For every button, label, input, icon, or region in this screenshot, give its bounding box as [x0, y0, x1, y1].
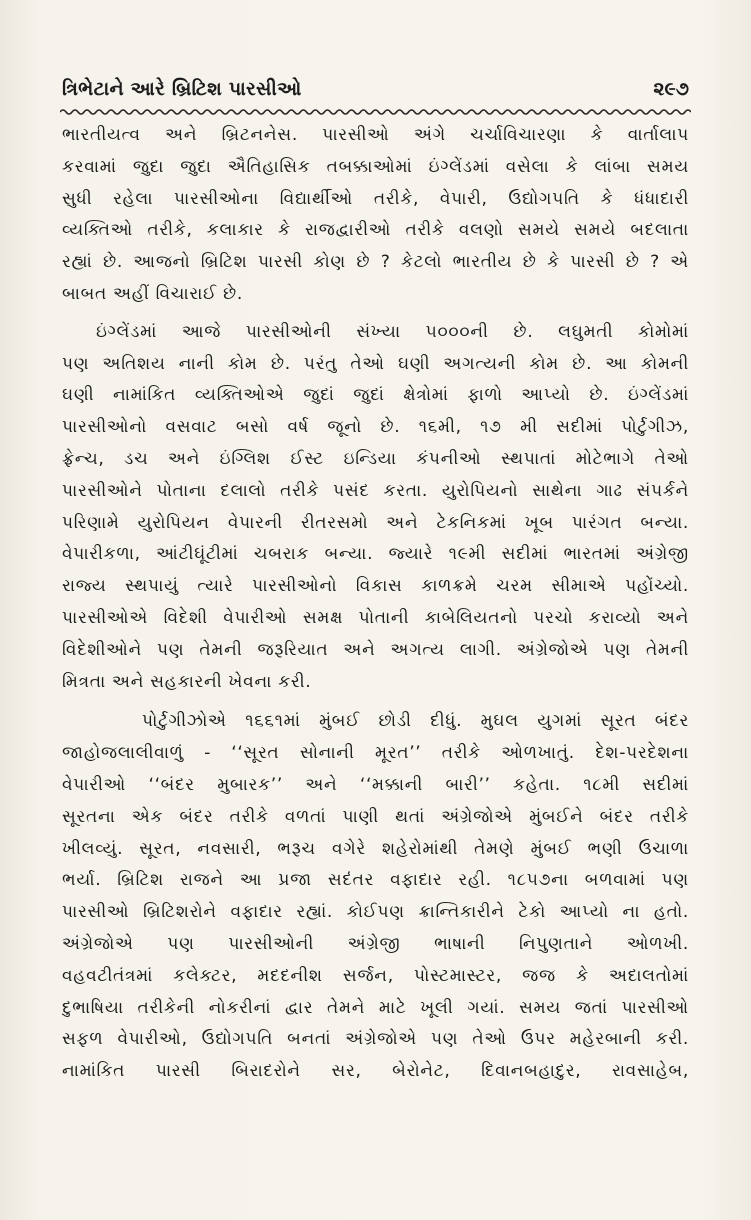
- text-line: નામાંકિત પારસી બિરાદરોને સર, બેરોનેટ, દિવાનબહાદુર, રાવસાહેબ,: [62, 1061, 689, 1082]
- text-line: વિદેશીઓને પણ તેમની જરૂરિયાત અને અગત્ય લાગી. અંગ્રેજોએ પણ તેમની: [62, 639, 689, 660]
- text-line: અંગ્રેજોએ પણ પારસીઓની અંગ્રેજી ભાષાની નિપુણતાને ઓળખી.: [62, 933, 689, 954]
- page-header: [62, 74, 689, 108]
- text-line: વ્યક્તિઓ તરીકે, કલાકાર કે રાજદ્વારીઓ તરીકે વલણો સમયે સમયે બદલાતા: [62, 220, 689, 241]
- paragraph-1: [62, 120, 689, 311]
- text-line: ખીલવ્યું. સૂરત, નવસારી, ભરૂચ વગેરે શહેરોમાંથી તેમણે મુંબઈ ભણી ઉચાળા: [62, 838, 689, 859]
- text-line: વહવટીતંત્રમાં કલેક્ટર, મદદનીશ સર્જન, પોસ્ટમાસ્ટર, જજ કે અદાલતોમાં: [62, 965, 689, 986]
- text-line: વેપારીઓ ‘‘બંદર મુબારક’’ અને ‘‘મક્કાની બારી’’ કહેતા. ૧૮મી સદીમાં: [62, 774, 689, 795]
- running-title: ત્રિભેટાને આરે બ્રિટિશ પારસીઓ: [62, 78, 302, 100]
- paragraph-3: [62, 706, 689, 1088]
- text-line: ઘણી નામાંકિત વ્યક્તિઓએ જુદાં જુદાં ક્ષેત્રોમાં ફાળો આપ્યો છે. ઇંગ્લેંડમાં: [62, 385, 689, 406]
- text-line: ભર્યા. બ્રિટિશ રાજને આ પ્રજા સદંતર વફાદાર રહી. ૧૮૫૭ના બળવામાં પણ: [62, 870, 689, 891]
- text-line: દુભાષિયા તરીકેની નોકરીનાં દ્વાર તેમને માટે ખૂલી ગયાં. સમય જતાં પારસીઓ: [62, 997, 689, 1018]
- text-line: વેપારીકળા, આંટીઘૂંટીમાં ચબરાક બન્યા. જ્યારે ૧૯મી સદીમાં ભારતમાં અંગ્રેજી: [62, 544, 689, 565]
- text-line: પારસીઓએ વિદેશી વેપારીઓ સમક્ષ પોતાની કાબેલિયતનો પરચો કરાવ્યો અને: [62, 607, 689, 628]
- text-line: ફ્રેન્ચ, ડચ અને ઇંગ્લિશ ઈસ્ટ ઇન્ડિયા કંપનીઓ સ્થપાતાં મોટેભાગે તેઓ: [62, 448, 689, 469]
- text-line: પારસીઓનો વસવાટ બસો વર્ષ જૂનો છે. ૧૬મી, ૧૭ મી સદીમાં પોર્ટુગીઝ,: [62, 417, 689, 438]
- text-line: મિત્રતા અને સહકારની ખેવના કરી.: [62, 671, 312, 692]
- paragraph-2: [62, 317, 689, 699]
- text-line: પરિણામે યુરોપિયન વેપારની રીતરસમો અને ટેકનિકમાં ખૂબ પારંગત બન્યા.: [62, 512, 689, 533]
- text-line: સૂરતના એક બંદર તરીકે વળતાં પાણી થતાં અંગ્રેજોએ મુંબઈને બંદર તરીકે: [62, 806, 689, 827]
- text-line: સુધી રહેલા પારસીઓના વિદ્યાર્થીઓ તરીકે, વેપારી, ઉદ્યોગપતિ કે ધંધાદારી: [62, 188, 689, 209]
- text-line: સફળ વેપારીઓ, ઉદ્યોગપતિ બનતાં અંગ્રેજોએ પણ તેઓ ઉપર મહેરબાની કરી.: [62, 1029, 689, 1050]
- text-line: બાબત અહીં વિચારાઈ છે.: [62, 283, 243, 304]
- text-line: પોર્ટુગીઝોએ ૧૬૬૧માં મુંબઈ છોડી દીધું. મુઘલ યુગમાં સૂરત બંદર: [142, 711, 689, 732]
- wavy-rule-graphic: [60, 107, 691, 117]
- text-line: જાહોજલાલીવાળું - ‘‘સૂરત સોનાની મૂરત’’ તરીકે ઓળખાતું. દેશ-પરદેશના: [62, 743, 689, 764]
- text-line: રહ્યાં છે. આજનો બ્રિટિશ પારસી કોણ છે ? કેટલો ભારતીય છે કે પારસી છે ? એ: [62, 252, 689, 273]
- text-line: પણ અતિશય નાની કોમ છે. પરંતુ તેઓ ઘણી અગત્યની કોમ છે. આ કોમની: [62, 353, 689, 374]
- text-line: રાજ્ય સ્થપાયું ત્યારે પારસીઓનો વિકાસ કાળક્રમે ચરમ સીમાએ પહોંચ્યો.: [62, 576, 689, 597]
- page-number: ૨૯૭: [653, 78, 689, 100]
- header-wavy-rule: [60, 107, 691, 117]
- text-line: ઇંગ્લેંડમાં આજે પારસીઓની સંખ્યા ૫૦૦૦ની છે. લઘુમતી કોમોમાં: [96, 321, 689, 342]
- text-line: કરવામાં જુદા જુદા ઐતિહાસિક તબક્કાઓમાં ઇંગ્લેંડમાં વસેલા કે લાંબા સમય: [62, 156, 689, 177]
- text-line: ભારતીયત્વ અને બ્રિટનનેસ. પારસીઓ અંગે ચર્ચાવિચારણા કે વાર્તાલાપ: [62, 125, 689, 145]
- text-line: પારસીઓ બ્રિટિશરોને વફાદાર રહ્યાં. કોઈપણ ક્રાન્તિકારીને ટેકો આપ્યો ના હતો.: [62, 902, 689, 923]
- text-line: પારસીઓને પોતાના દલાલો તરીકે પસંદ કરતા. યુરોપિયનો સાથેના ગાઢ સંપર્કને: [62, 480, 689, 501]
- body-text: [62, 120, 689, 1094]
